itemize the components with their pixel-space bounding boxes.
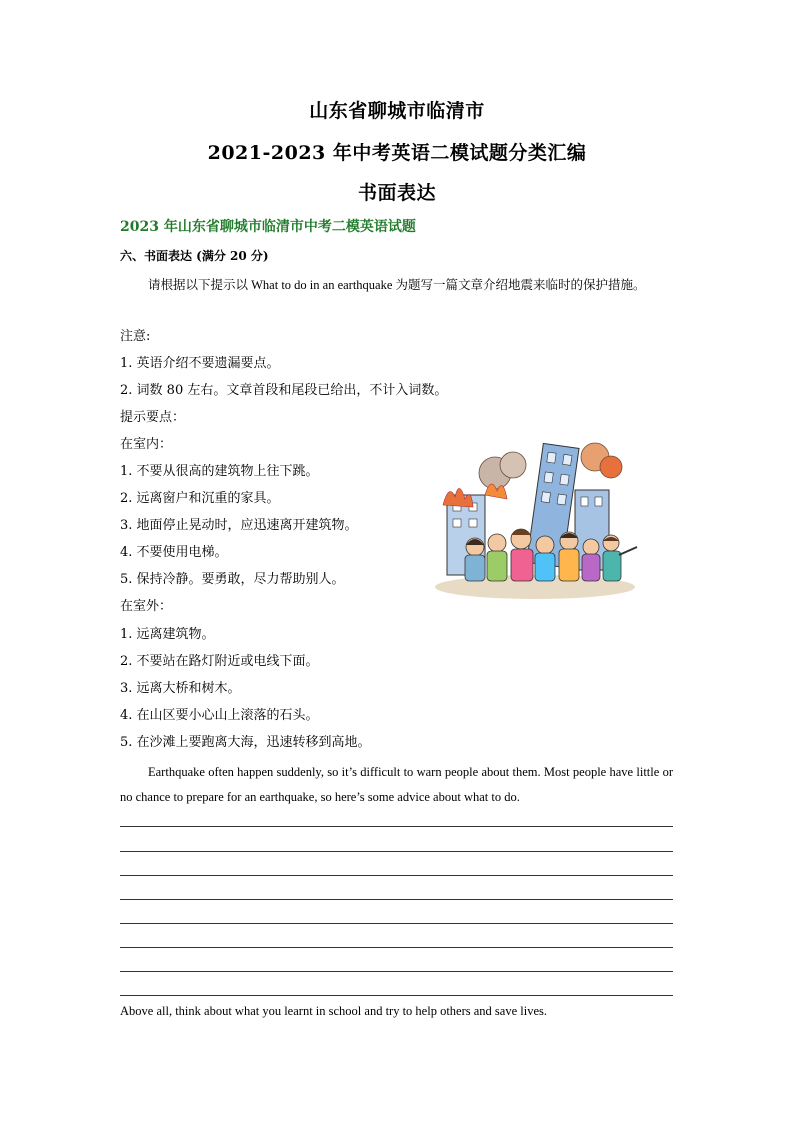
- outdoor-item: 3. 远离大桥和树木。: [120, 681, 241, 696]
- task-label: 六、书面表达 (满分 20 分): [120, 249, 269, 263]
- writing-line[interactable]: [120, 851, 673, 852]
- notes-label: 注意:: [120, 329, 151, 344]
- indoor-item: 1. 不要从很高的建筑物上往下跳。: [120, 464, 319, 479]
- outdoor-label: 在室外：: [120, 599, 173, 614]
- outdoor-item: 1. 远离建筑物。: [120, 627, 215, 642]
- writing-line[interactable]: [120, 826, 673, 827]
- indoor-item: 4. 不要使用电梯。: [120, 545, 228, 560]
- doc-title-subject: 2021-2023 年中考英语二模试题分类汇编: [207, 142, 587, 164]
- essay-closing-sentence: Above all, think about what you learnt in school and try to help others and save lives.: [120, 1004, 547, 1018]
- indoor-label: 在室内：: [120, 437, 173, 452]
- note-item: 2. 词数 80 左右。文章首段和尾段已给出，不计入词数。: [120, 383, 448, 398]
- task-instructions: 请根据以下提示以 What to do in an earthquake 为题写一篇文章介绍地震来临时的保护措施。: [148, 278, 646, 292]
- earthquake-cartoon-illustration: [425, 435, 640, 600]
- outdoor-item: 2. 不要站在路灯附近或电线下面。: [120, 654, 319, 669]
- indoor-item: 3. 地面停止晃动时，应迅速离开建筑物。: [120, 518, 358, 533]
- doc-title-region: 山东省聊城市临清市: [309, 100, 485, 122]
- writing-line[interactable]: [120, 875, 673, 876]
- outdoor-item: 5. 在沙滩上要跑离大海，迅速转移到高地。: [120, 735, 371, 750]
- outdoor-item: 4. 在山区要小心山上滚落的石头。: [120, 708, 319, 723]
- points-label: 提示要点：: [120, 410, 186, 425]
- writing-line[interactable]: [120, 971, 673, 972]
- note-item: 1. 英语介绍不要遗漏要点。: [120, 356, 280, 371]
- exam-source-heading: 2023 年山东省聊城市临清市中考二模英语试题: [120, 219, 416, 235]
- writing-line[interactable]: [120, 995, 673, 996]
- essay-opening-paragraph: Earthquake often happen suddenly, so it’s difficult to warn people about them. Most people have little or no chance to prepare for an earthquake, so here’s some advice about what to do.: [120, 765, 673, 804]
- indoor-item: 5. 保持冷静。要勇敢，尽力帮助别人。: [120, 572, 345, 587]
- writing-line[interactable]: [120, 947, 673, 948]
- writing-line[interactable]: [120, 923, 673, 924]
- indoor-item: 2. 远离窗户和沉重的家具。: [120, 491, 280, 506]
- doc-title-topic: 书面表达: [357, 182, 436, 204]
- writing-line[interactable]: [120, 899, 673, 900]
